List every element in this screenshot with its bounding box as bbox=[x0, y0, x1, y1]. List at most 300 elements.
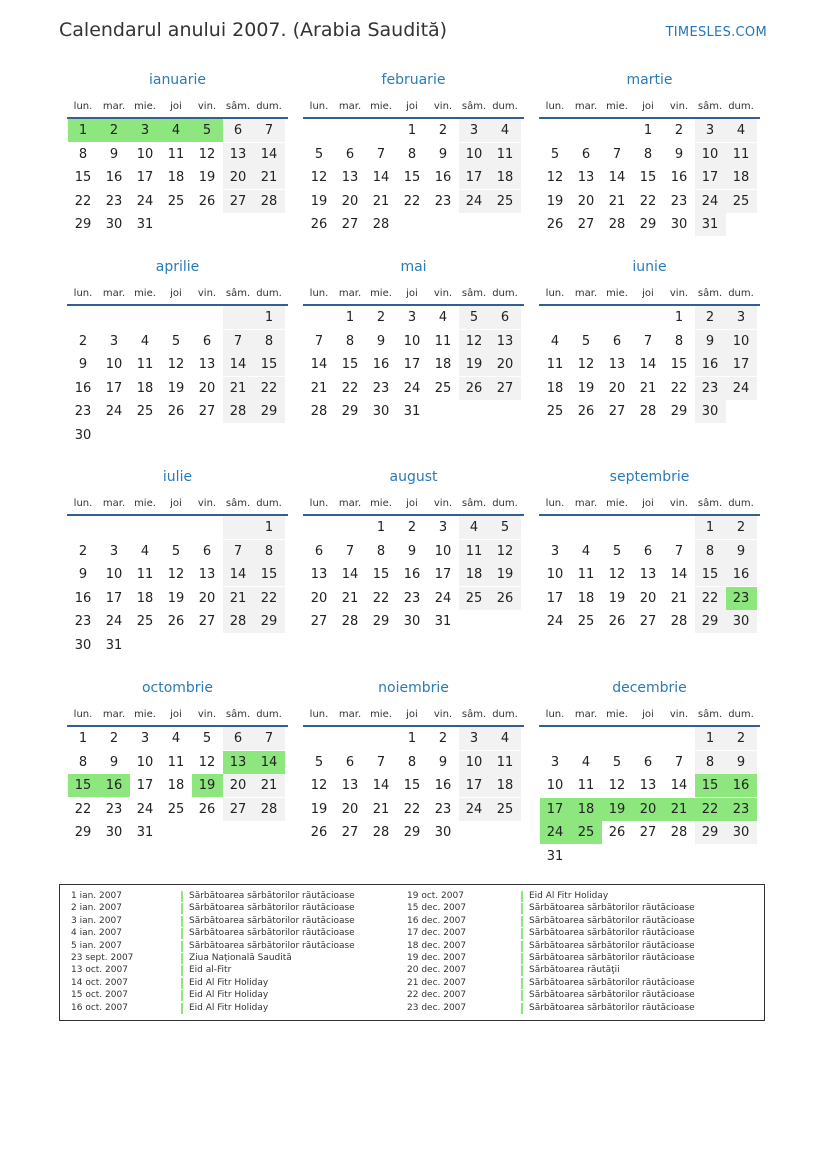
calendar-day[interactable]: 23 bbox=[434, 801, 452, 817]
calendar-day[interactable]: 7 bbox=[223, 540, 254, 563]
calendar-day[interactable]: 14 bbox=[254, 143, 285, 166]
calendar-day[interactable]: 27 bbox=[577, 217, 595, 233]
calendar-day[interactable]: 7 bbox=[612, 146, 622, 162]
calendar-day[interactable]: 16 bbox=[695, 353, 726, 376]
calendar-day[interactable]: 6 bbox=[314, 543, 324, 559]
calendar-day[interactable]: 3 bbox=[140, 731, 150, 746]
calendar-day[interactable]: 22 bbox=[74, 193, 92, 209]
calendar-day[interactable]: 4 bbox=[459, 516, 490, 539]
calendar-day[interactable]: 14 bbox=[341, 567, 359, 583]
calendar-day[interactable]: 17 bbox=[540, 798, 571, 821]
calendar-day[interactable]: 13 bbox=[341, 170, 359, 186]
calendar-day[interactable]: 1 bbox=[78, 731, 88, 746]
calendar-day[interactable]: 2 bbox=[99, 119, 130, 142]
calendar-day[interactable]: 10 bbox=[459, 143, 490, 166]
calendar-day[interactable]: 20 bbox=[310, 590, 328, 606]
calendar-day[interactable]: 26 bbox=[310, 825, 328, 841]
calendar-day[interactable]: 23 bbox=[726, 587, 757, 610]
calendar-day[interactable]: 30 bbox=[726, 610, 757, 633]
calendar-day[interactable]: 28 bbox=[223, 400, 254, 423]
calendar-day[interactable]: 7 bbox=[674, 754, 684, 770]
calendar-day[interactable]: 24 bbox=[540, 821, 571, 844]
calendar-day[interactable]: 9 bbox=[726, 540, 757, 563]
calendar-day[interactable]: 5 bbox=[490, 516, 521, 539]
calendar-day[interactable]: 21 bbox=[670, 590, 688, 606]
calendar-day[interactable]: 22 bbox=[254, 377, 285, 400]
calendar-day[interactable]: 1 bbox=[695, 727, 726, 750]
calendar-day[interactable]: 28 bbox=[372, 825, 390, 841]
calendar-day[interactable]: 14 bbox=[223, 353, 254, 376]
calendar-day[interactable]: 26 bbox=[577, 404, 595, 420]
calendar-day[interactable]: 29 bbox=[695, 821, 726, 844]
calendar-day[interactable]: 4 bbox=[171, 731, 181, 746]
calendar-day[interactable]: 27 bbox=[223, 798, 254, 821]
calendar-day[interactable]: 2 bbox=[376, 310, 386, 325]
calendar-day[interactable]: 8 bbox=[407, 754, 417, 770]
calendar-day[interactable]: 21 bbox=[372, 193, 390, 209]
calendar-day[interactable]: 30 bbox=[726, 821, 757, 844]
calendar-day[interactable]: 3 bbox=[550, 543, 560, 559]
calendar-day[interactable]: 25 bbox=[490, 190, 521, 213]
calendar-day[interactable]: 19 bbox=[310, 801, 328, 817]
calendar-day[interactable]: 3 bbox=[109, 333, 119, 349]
calendar-day[interactable]: 26 bbox=[608, 614, 626, 630]
calendar-day[interactable]: 16 bbox=[726, 563, 757, 586]
calendar-day[interactable]: 21 bbox=[639, 380, 657, 396]
calendar-day[interactable]: 9 bbox=[438, 146, 448, 162]
brand-logo-text[interactable]: TIMESLES.COM bbox=[665, 25, 767, 40]
calendar-day[interactable]: 11 bbox=[434, 333, 452, 349]
calendar-day[interactable]: 1 bbox=[254, 516, 285, 539]
calendar-day[interactable]: 24 bbox=[726, 377, 757, 400]
calendar-day[interactable]: 2 bbox=[726, 516, 757, 539]
calendar-day[interactable]: 19 bbox=[310, 193, 328, 209]
calendar-day[interactable]: 22 bbox=[74, 801, 92, 817]
calendar-day[interactable]: 12 bbox=[310, 170, 328, 186]
calendar-day[interactable]: 1 bbox=[254, 306, 285, 329]
calendar-day[interactable]: 27 bbox=[490, 377, 521, 400]
calendar-day[interactable]: 3 bbox=[695, 119, 726, 142]
calendar-day[interactable]: 21 bbox=[254, 774, 285, 797]
calendar-day[interactable]: 28 bbox=[341, 614, 359, 630]
calendar-day[interactable]: 7 bbox=[674, 543, 684, 559]
calendar-day[interactable]: 3 bbox=[459, 727, 490, 750]
calendar-day[interactable]: 2 bbox=[438, 731, 448, 746]
calendar-day[interactable]: 18 bbox=[490, 166, 521, 189]
calendar-day[interactable]: 2 bbox=[109, 731, 119, 746]
calendar-day[interactable]: 20 bbox=[490, 353, 521, 376]
calendar-day[interactable]: 25 bbox=[434, 380, 452, 396]
calendar-day[interactable]: 22 bbox=[639, 193, 657, 209]
calendar-day[interactable]: 5 bbox=[612, 543, 622, 559]
calendar-day[interactable]: 1 bbox=[407, 123, 417, 138]
calendar-day[interactable]: 24 bbox=[459, 190, 490, 213]
calendar-day[interactable]: 5 bbox=[314, 146, 324, 162]
calendar-day[interactable]: 8 bbox=[643, 146, 653, 162]
calendar-day[interactable]: 22 bbox=[403, 801, 421, 817]
calendar-day[interactable]: 21 bbox=[372, 801, 390, 817]
calendar-day[interactable]: 13 bbox=[577, 170, 595, 186]
calendar-day[interactable]: 20 bbox=[639, 590, 657, 606]
calendar-day[interactable]: 5 bbox=[192, 119, 223, 142]
calendar-day[interactable]: 18 bbox=[136, 380, 154, 396]
calendar-day[interactable]: 30 bbox=[403, 614, 421, 630]
calendar-day[interactable]: 9 bbox=[674, 146, 684, 162]
calendar-day[interactable]: 3 bbox=[407, 310, 417, 325]
calendar-day[interactable]: 27 bbox=[608, 404, 626, 420]
calendar-day[interactable]: 6 bbox=[612, 333, 622, 349]
calendar-day[interactable]: 18 bbox=[136, 590, 154, 606]
calendar-day[interactable]: 5 bbox=[459, 306, 490, 329]
calendar-day[interactable]: 25 bbox=[136, 614, 154, 630]
calendar-day[interactable]: 4 bbox=[140, 333, 150, 349]
calendar-day[interactable]: 21 bbox=[223, 587, 254, 610]
calendar-day[interactable]: 17 bbox=[434, 567, 452, 583]
calendar-day[interactable]: 5 bbox=[171, 333, 181, 349]
calendar-day[interactable]: 19 bbox=[198, 170, 216, 186]
calendar-day[interactable]: 6 bbox=[581, 146, 591, 162]
calendar-day[interactable]: 23 bbox=[670, 193, 688, 209]
calendar-day[interactable]: 26 bbox=[459, 377, 490, 400]
calendar-day[interactable]: 26 bbox=[198, 193, 216, 209]
calendar-day[interactable]: 15 bbox=[372, 567, 390, 583]
calendar-day[interactable]: 16 bbox=[434, 778, 452, 794]
calendar-day[interactable]: 4 bbox=[550, 333, 560, 349]
calendar-day[interactable]: 15 bbox=[254, 563, 285, 586]
calendar-day[interactable]: 21 bbox=[254, 166, 285, 189]
calendar-day[interactable]: 15 bbox=[639, 170, 657, 186]
calendar-day[interactable]: 11 bbox=[136, 357, 154, 373]
calendar-day[interactable]: 10 bbox=[403, 333, 421, 349]
calendar-day[interactable]: 4 bbox=[490, 119, 521, 142]
calendar-day[interactable]: 27 bbox=[223, 190, 254, 213]
calendar-day[interactable]: 16 bbox=[105, 170, 123, 186]
calendar-day[interactable]: 25 bbox=[136, 404, 154, 420]
calendar-day[interactable]: 25 bbox=[726, 190, 757, 213]
calendar-day[interactable]: 24 bbox=[459, 798, 490, 821]
calendar-day[interactable]: 8 bbox=[674, 333, 684, 349]
calendar-day[interactable]: 23 bbox=[695, 377, 726, 400]
calendar-day[interactable]: 18 bbox=[546, 380, 564, 396]
calendar-day[interactable]: 1 bbox=[643, 123, 653, 138]
calendar-day[interactable]: 20 bbox=[577, 193, 595, 209]
calendar-day[interactable]: 27 bbox=[639, 825, 657, 841]
calendar-day[interactable]: 11 bbox=[167, 146, 185, 162]
calendar-day[interactable]: 2 bbox=[78, 543, 88, 559]
calendar-day[interactable]: 20 bbox=[341, 193, 359, 209]
calendar-day[interactable]: 24 bbox=[105, 404, 123, 420]
calendar-day[interactable]: 25 bbox=[571, 821, 602, 844]
calendar-day[interactable]: 15 bbox=[695, 774, 726, 797]
calendar-day[interactable]: 9 bbox=[109, 146, 119, 162]
calendar-day[interactable]: 22 bbox=[403, 193, 421, 209]
calendar-day[interactable]: 24 bbox=[403, 380, 421, 396]
calendar-day[interactable]: 27 bbox=[341, 217, 359, 233]
calendar-day[interactable]: 16 bbox=[726, 774, 757, 797]
calendar-day[interactable]: 5 bbox=[581, 333, 591, 349]
calendar-day[interactable]: 1 bbox=[407, 731, 417, 746]
calendar-day[interactable]: 29 bbox=[341, 404, 359, 420]
calendar-day[interactable]: 8 bbox=[254, 540, 285, 563]
calendar-day[interactable]: 10 bbox=[136, 146, 154, 162]
calendar-day[interactable]: 31 bbox=[403, 404, 421, 420]
calendar-day[interactable]: 28 bbox=[670, 614, 688, 630]
calendar-day[interactable]: 6 bbox=[345, 146, 355, 162]
calendar-day[interactable]: 2 bbox=[78, 333, 88, 349]
calendar-day[interactable]: 8 bbox=[376, 543, 386, 559]
calendar-day[interactable]: 18 bbox=[571, 798, 602, 821]
calendar-day[interactable]: 6 bbox=[202, 333, 212, 349]
calendar-day[interactable]: 10 bbox=[546, 567, 564, 583]
calendar-day[interactable]: 12 bbox=[608, 567, 626, 583]
calendar-day[interactable]: 26 bbox=[310, 217, 328, 233]
calendar-day[interactable]: 30 bbox=[105, 217, 123, 233]
calendar-day[interactable]: 6 bbox=[490, 306, 521, 329]
calendar-day[interactable]: 4 bbox=[140, 543, 150, 559]
calendar-day[interactable]: 16 bbox=[372, 357, 390, 373]
calendar-day[interactable]: 16 bbox=[403, 567, 421, 583]
calendar-day[interactable]: 17 bbox=[105, 380, 123, 396]
calendar-day[interactable]: 22 bbox=[695, 798, 726, 821]
calendar-day[interactable]: 9 bbox=[726, 751, 757, 774]
calendar-day[interactable]: 19 bbox=[602, 798, 633, 821]
calendar-day[interactable]: 24 bbox=[105, 614, 123, 630]
calendar-day[interactable]: 25 bbox=[577, 614, 595, 630]
calendar-day[interactable]: 19 bbox=[608, 590, 626, 606]
calendar-day[interactable]: 11 bbox=[136, 567, 154, 583]
calendar-day[interactable]: 14 bbox=[670, 567, 688, 583]
calendar-day[interactable]: 31 bbox=[136, 825, 154, 841]
calendar-day[interactable]: 7 bbox=[345, 543, 355, 559]
calendar-day[interactable]: 4 bbox=[581, 754, 591, 770]
calendar-day[interactable]: 1 bbox=[695, 516, 726, 539]
calendar-day[interactable]: 18 bbox=[434, 357, 452, 373]
calendar-day[interactable]: 23 bbox=[434, 193, 452, 209]
calendar-day[interactable]: 18 bbox=[726, 166, 757, 189]
calendar-day[interactable]: 23 bbox=[74, 614, 92, 630]
calendar-day[interactable]: 27 bbox=[198, 614, 216, 630]
calendar-day[interactable]: 18 bbox=[577, 590, 595, 606]
calendar-day[interactable]: 12 bbox=[198, 146, 216, 162]
calendar-day[interactable]: 15 bbox=[403, 170, 421, 186]
calendar-day[interactable]: 19 bbox=[490, 563, 521, 586]
calendar-day[interactable]: 4 bbox=[490, 727, 521, 750]
calendar-day[interactable]: 17 bbox=[726, 353, 757, 376]
calendar-day[interactable]: 13 bbox=[198, 357, 216, 373]
calendar-day[interactable]: 29 bbox=[695, 610, 726, 633]
calendar-day[interactable]: 15 bbox=[74, 170, 92, 186]
calendar-day[interactable]: 20 bbox=[341, 801, 359, 817]
calendar-day[interactable]: 30 bbox=[105, 825, 123, 841]
calendar-day[interactable]: 18 bbox=[167, 170, 185, 186]
calendar-day[interactable]: 24 bbox=[136, 801, 154, 817]
calendar-day[interactable]: 20 bbox=[198, 590, 216, 606]
calendar-day[interactable]: 13 bbox=[608, 357, 626, 373]
calendar-day[interactable]: 7 bbox=[254, 119, 285, 142]
calendar-day[interactable]: 1 bbox=[68, 119, 99, 142]
calendar-day[interactable]: 25 bbox=[546, 404, 564, 420]
calendar-day[interactable]: 8 bbox=[695, 540, 726, 563]
calendar-day[interactable]: 3 bbox=[726, 306, 757, 329]
calendar-day[interactable]: 8 bbox=[254, 330, 285, 353]
calendar-day[interactable]: 12 bbox=[167, 357, 185, 373]
calendar-day[interactable]: 12 bbox=[167, 567, 185, 583]
calendar-day[interactable]: 4 bbox=[581, 543, 591, 559]
calendar-day[interactable]: 29 bbox=[74, 825, 92, 841]
calendar-day[interactable]: 3 bbox=[130, 119, 161, 142]
calendar-day[interactable]: 7 bbox=[643, 333, 653, 349]
calendar-day[interactable]: 4 bbox=[726, 119, 757, 142]
calendar-day[interactable]: 1 bbox=[345, 310, 355, 325]
calendar-day[interactable]: 11 bbox=[490, 143, 521, 166]
calendar-day[interactable]: 24 bbox=[695, 190, 726, 213]
calendar-day[interactable]: 16 bbox=[74, 380, 92, 396]
calendar-day[interactable]: 19 bbox=[192, 774, 223, 797]
calendar-day[interactable]: 18 bbox=[490, 774, 521, 797]
calendar-day[interactable]: 3 bbox=[459, 119, 490, 142]
calendar-day[interactable]: 22 bbox=[372, 590, 390, 606]
calendar-day[interactable]: 26 bbox=[608, 825, 626, 841]
calendar-day[interactable]: 15 bbox=[68, 774, 99, 797]
calendar-day[interactable]: 29 bbox=[254, 610, 285, 633]
calendar-day[interactable]: 17 bbox=[403, 357, 421, 373]
calendar-day[interactable]: 29 bbox=[639, 217, 657, 233]
calendar-day[interactable]: 21 bbox=[608, 193, 626, 209]
calendar-day[interactable]: 13 bbox=[310, 567, 328, 583]
calendar-day[interactable]: 12 bbox=[490, 540, 521, 563]
calendar-day[interactable]: 17 bbox=[136, 170, 154, 186]
calendar-day[interactable]: 12 bbox=[459, 330, 490, 353]
calendar-day[interactable]: 25 bbox=[490, 798, 521, 821]
calendar-day[interactable]: 18 bbox=[167, 778, 185, 794]
calendar-day[interactable]: 6 bbox=[202, 543, 212, 559]
calendar-day[interactable]: 15 bbox=[341, 357, 359, 373]
calendar-day[interactable]: 13 bbox=[341, 778, 359, 794]
calendar-day[interactable]: 21 bbox=[310, 380, 328, 396]
calendar-day[interactable]: 13 bbox=[198, 567, 216, 583]
calendar-day[interactable]: 14 bbox=[608, 170, 626, 186]
calendar-day[interactable]: 31 bbox=[136, 217, 154, 233]
calendar-day[interactable]: 23 bbox=[372, 380, 390, 396]
calendar-day[interactable]: 22 bbox=[695, 587, 726, 610]
calendar-day[interactable]: 25 bbox=[167, 193, 185, 209]
calendar-day[interactable]: 28 bbox=[254, 190, 285, 213]
calendar-day[interactable]: 15 bbox=[695, 563, 726, 586]
calendar-day[interactable]: 26 bbox=[198, 801, 216, 817]
calendar-day[interactable]: 22 bbox=[670, 380, 688, 396]
calendar-day[interactable]: 13 bbox=[490, 330, 521, 353]
calendar-day[interactable]: 28 bbox=[223, 610, 254, 633]
calendar-day[interactable]: 2 bbox=[726, 727, 757, 750]
calendar-day[interactable]: 31 bbox=[546, 849, 564, 864]
calendar-day[interactable]: 11 bbox=[546, 357, 564, 373]
calendar-day[interactable]: 12 bbox=[546, 170, 564, 186]
calendar-day[interactable]: 10 bbox=[695, 143, 726, 166]
calendar-day[interactable]: 25 bbox=[459, 587, 490, 610]
calendar-day[interactable]: 11 bbox=[167, 754, 185, 770]
calendar-day[interactable]: 9 bbox=[78, 357, 88, 373]
calendar-day[interactable]: 14 bbox=[372, 778, 390, 794]
calendar-day[interactable]: 8 bbox=[78, 754, 88, 770]
calendar-day[interactable]: 20 bbox=[223, 774, 254, 797]
calendar-day[interactable]: 6 bbox=[643, 754, 653, 770]
calendar-day[interactable]: 14 bbox=[639, 357, 657, 373]
calendar-day[interactable]: 9 bbox=[407, 543, 417, 559]
calendar-day[interactable]: 27 bbox=[639, 614, 657, 630]
calendar-day[interactable]: 10 bbox=[105, 567, 123, 583]
calendar-day[interactable]: 17 bbox=[105, 590, 123, 606]
calendar-day[interactable]: 17 bbox=[459, 166, 490, 189]
calendar-day[interactable]: 25 bbox=[167, 801, 185, 817]
calendar-day[interactable]: 19 bbox=[167, 590, 185, 606]
calendar-day[interactable]: 26 bbox=[546, 217, 564, 233]
calendar-day[interactable]: 26 bbox=[490, 587, 521, 610]
calendar-day[interactable]: 30 bbox=[74, 428, 92, 443]
calendar-day[interactable]: 27 bbox=[198, 404, 216, 420]
calendar-day[interactable]: 9 bbox=[376, 333, 386, 349]
calendar-day[interactable]: 23 bbox=[105, 801, 123, 817]
calendar-day[interactable]: 11 bbox=[490, 751, 521, 774]
calendar-day[interactable]: 5 bbox=[550, 146, 560, 162]
calendar-day[interactable]: 10 bbox=[434, 543, 452, 559]
calendar-day[interactable]: 11 bbox=[577, 778, 595, 794]
calendar-day[interactable]: 19 bbox=[546, 193, 564, 209]
calendar-day[interactable]: 1 bbox=[674, 310, 684, 325]
calendar-day[interactable]: 16 bbox=[74, 590, 92, 606]
calendar-day[interactable]: 13 bbox=[639, 567, 657, 583]
calendar-day[interactable]: 29 bbox=[403, 825, 421, 841]
calendar-day[interactable]: 3 bbox=[438, 520, 448, 535]
calendar-day[interactable]: 20 bbox=[608, 380, 626, 396]
calendar-day[interactable]: 2 bbox=[695, 306, 726, 329]
calendar-day[interactable]: 9 bbox=[109, 754, 119, 770]
calendar-day[interactable]: 28 bbox=[310, 404, 328, 420]
calendar-day[interactable]: 22 bbox=[341, 380, 359, 396]
calendar-day[interactable]: 29 bbox=[74, 217, 92, 233]
calendar-day[interactable]: 30 bbox=[434, 825, 452, 841]
calendar-day[interactable]: 5 bbox=[202, 731, 212, 746]
calendar-day[interactable]: 23 bbox=[105, 193, 123, 209]
calendar-day[interactable]: 17 bbox=[546, 590, 564, 606]
calendar-day[interactable]: 5 bbox=[612, 754, 622, 770]
calendar-day[interactable]: 13 bbox=[223, 751, 254, 774]
calendar-day[interactable]: 24 bbox=[546, 614, 564, 630]
calendar-day[interactable]: 7 bbox=[314, 333, 324, 349]
calendar-day[interactable]: 13 bbox=[223, 143, 254, 166]
calendar-day[interactable]: 31 bbox=[434, 614, 452, 630]
calendar-day[interactable]: 7 bbox=[376, 146, 386, 162]
calendar-day[interactable]: 28 bbox=[254, 798, 285, 821]
calendar-day[interactable]: 11 bbox=[726, 143, 757, 166]
calendar-day[interactable]: 14 bbox=[254, 751, 285, 774]
calendar-day[interactable]: 14 bbox=[372, 170, 390, 186]
calendar-day[interactable]: 7 bbox=[376, 754, 386, 770]
calendar-day[interactable]: 24 bbox=[434, 590, 452, 606]
calendar-day[interactable]: 5 bbox=[314, 754, 324, 770]
calendar-day[interactable]: 20 bbox=[223, 166, 254, 189]
calendar-day[interactable]: 29 bbox=[254, 400, 285, 423]
calendar-day[interactable]: 16 bbox=[670, 170, 688, 186]
calendar-day[interactable]: 10 bbox=[546, 778, 564, 794]
calendar-day[interactable]: 9 bbox=[78, 567, 88, 583]
calendar-day[interactable]: 6 bbox=[643, 543, 653, 559]
calendar-day[interactable]: 7 bbox=[254, 727, 285, 750]
calendar-day[interactable]: 6 bbox=[345, 754, 355, 770]
calendar-day[interactable]: 13 bbox=[639, 778, 657, 794]
calendar-day[interactable]: 9 bbox=[438, 754, 448, 770]
calendar-day[interactable]: 15 bbox=[670, 357, 688, 373]
calendar-day[interactable]: 7 bbox=[223, 330, 254, 353]
